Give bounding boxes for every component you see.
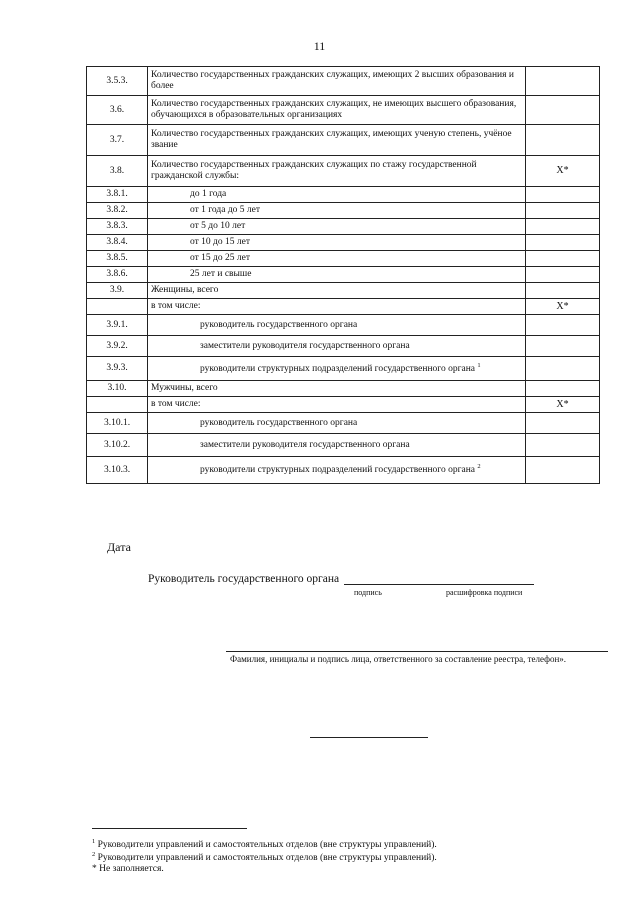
row-description: руководитель государственного органа xyxy=(200,417,358,428)
row-value-cell xyxy=(526,251,600,267)
row-value-cell: Х* xyxy=(526,156,600,187)
row-number: 3.8.3. xyxy=(87,219,148,235)
footnote-mark: 1 xyxy=(92,838,96,845)
row-value-cell xyxy=(526,219,600,235)
row-number: 3.8.4. xyxy=(87,235,148,251)
row-description: в том числе: xyxy=(151,399,201,410)
row-description: Количество государственных гражданских служащих, не имеющих высшего образования, обучающихся в образовательных организациях xyxy=(151,99,517,120)
footnote-2 xyxy=(92,851,437,863)
footnote-text: Руководители управлений и самостоятельных отделов (вне структуры управлений). xyxy=(95,853,437,864)
row-number: 3.6. xyxy=(87,96,148,125)
row-value-cell xyxy=(526,125,600,156)
table-row xyxy=(87,413,600,434)
row-description-cell xyxy=(148,187,526,203)
footnote-mark: 2 xyxy=(92,851,96,858)
head-signature-row xyxy=(148,573,534,585)
table-row xyxy=(87,381,600,397)
footnote-reference: 2 xyxy=(477,463,481,471)
row-description-cell xyxy=(148,283,526,299)
row-number: 3.10.1. xyxy=(87,413,148,434)
footnote-1 xyxy=(92,838,437,850)
row-description: до 1 года xyxy=(190,189,227,200)
row-description: заместители руководителя государственного органа xyxy=(200,340,410,351)
row-description-cell xyxy=(148,96,526,125)
date-label: Дата xyxy=(107,540,131,554)
table-row xyxy=(87,434,600,457)
row-number xyxy=(87,397,148,413)
row-description-cell xyxy=(148,457,526,484)
table-row xyxy=(87,251,600,267)
table-row xyxy=(87,457,600,484)
table-row xyxy=(87,219,600,235)
row-description: Женщины, всего xyxy=(151,285,219,296)
row-description-cell xyxy=(148,219,526,235)
row-number: 3.8.5. xyxy=(87,251,148,267)
footnote-text: * Не заполняется. xyxy=(92,864,164,874)
table-row xyxy=(87,299,600,315)
footnote-separator xyxy=(92,828,247,829)
row-description: Мужчины, всего xyxy=(151,383,218,394)
footnote-3 xyxy=(92,864,164,874)
closing-line xyxy=(310,737,428,738)
table-row xyxy=(87,235,600,251)
row-description-cell xyxy=(148,203,526,219)
table-row xyxy=(87,267,600,283)
row-description-cell xyxy=(148,235,526,251)
row-value-cell xyxy=(526,336,600,357)
page-number: 11 xyxy=(313,39,326,53)
table-row xyxy=(87,203,600,219)
row-number: 3.9.2. xyxy=(87,336,148,357)
row-number: 3.10. xyxy=(87,381,148,397)
row-description-cell xyxy=(148,434,526,457)
row-description-cell xyxy=(148,251,526,267)
row-description: от 10 до 15 лет xyxy=(190,237,250,248)
row-description-cell xyxy=(148,315,526,336)
table-row xyxy=(87,315,600,336)
row-number: 3.8.1. xyxy=(87,187,148,203)
table-row xyxy=(87,187,600,203)
row-description-cell xyxy=(148,156,526,187)
row-value-cell xyxy=(526,203,600,219)
row-value-cell xyxy=(526,357,600,381)
table-row xyxy=(87,336,600,357)
row-number xyxy=(87,299,148,315)
row-description-cell xyxy=(148,413,526,434)
row-value-cell xyxy=(526,457,600,484)
row-description-cell xyxy=(148,125,526,156)
row-value-cell xyxy=(526,235,600,251)
row-description: заместители руководителя государственного органа xyxy=(200,439,410,450)
row-description-cell xyxy=(148,381,526,397)
row-number: 3.8.2. xyxy=(87,203,148,219)
table-row xyxy=(87,357,600,381)
row-value-cell xyxy=(526,381,600,397)
row-description: от 15 до 25 лет xyxy=(190,253,250,264)
table-row xyxy=(87,67,600,96)
row-value-cell xyxy=(526,96,600,125)
row-description: Количество государственных гражданских служащих, имеющих 2 высших образования и более xyxy=(151,70,514,91)
row-description: от 5 до 10 лет xyxy=(190,221,246,232)
row-description-cell xyxy=(148,299,526,315)
row-number: 3.8. xyxy=(87,156,148,187)
table-row xyxy=(87,283,600,299)
row-value-cell xyxy=(526,267,600,283)
row-description: Количество государственных гражданских служащих, имеющих ученую степень, учёное звание xyxy=(151,129,512,150)
staff-statistics-table xyxy=(86,66,600,484)
row-value-cell xyxy=(526,67,600,96)
signature-caption: подпись xyxy=(354,588,382,597)
row-description-cell xyxy=(148,357,526,381)
table-body xyxy=(87,67,600,484)
row-description: в том числе: xyxy=(151,301,201,312)
table-row xyxy=(87,397,600,413)
row-value-cell: Х* xyxy=(526,299,600,315)
row-value-cell xyxy=(526,434,600,457)
row-number: 3.7. xyxy=(87,125,148,156)
row-description: руководители структурных подразделений государственного органа xyxy=(200,364,476,375)
row-value-cell xyxy=(526,413,600,434)
head-label: Руководитель государственного органа xyxy=(148,573,340,585)
row-value-cell xyxy=(526,315,600,336)
footnote-text: Руководители управлений и самостоятельных отделов (вне структуры управлений). xyxy=(95,840,437,851)
responsible-person-caption: Фамилия, инициалы и подпись лица, ответственного за составление реестра, телефон». xyxy=(230,654,567,664)
signature-line xyxy=(344,573,534,585)
row-description-cell xyxy=(148,336,526,357)
row-description: руководители структурных подразделений государственного органа xyxy=(200,465,476,476)
row-description: 25 лет и свыше xyxy=(190,269,252,280)
row-description: Количество государственных гражданских служащих по стажу государственной гражданской службы: xyxy=(151,160,477,181)
row-description-cell xyxy=(148,397,526,413)
row-value-cell xyxy=(526,187,600,203)
footnote-reference: 1 xyxy=(477,361,481,369)
row-number: 3.10.3. xyxy=(87,457,148,484)
row-number: 3.9. xyxy=(87,283,148,299)
row-number: 3.10.2. xyxy=(87,434,148,457)
row-description: руководитель государственного органа xyxy=(200,319,358,330)
row-description: от 1 года до 5 лет xyxy=(190,205,261,216)
row-value-cell: Х* xyxy=(526,397,600,413)
table-row xyxy=(87,125,600,156)
row-value-cell xyxy=(526,283,600,299)
responsible-person-line xyxy=(226,651,608,652)
row-number: 3.9.3. xyxy=(87,357,148,381)
row-number: 3.9.1. xyxy=(87,315,148,336)
row-description-cell xyxy=(148,67,526,96)
row-description-cell xyxy=(148,267,526,283)
row-number: 3.5.3. xyxy=(87,67,148,96)
signature-decoding-caption: расшифровка подписи xyxy=(446,588,523,597)
table-row xyxy=(87,156,600,187)
row-number: 3.8.6. xyxy=(87,267,148,283)
table-row xyxy=(87,96,600,125)
